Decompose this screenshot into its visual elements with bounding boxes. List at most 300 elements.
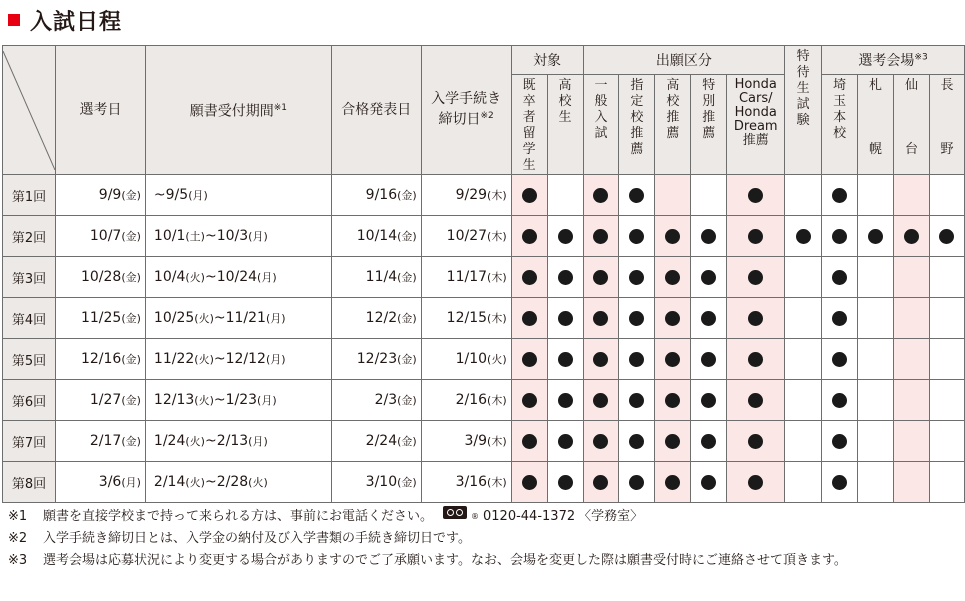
filled-circle-icon	[665, 311, 680, 326]
date-text: 1/27	[89, 392, 122, 408]
weekday: (金)	[397, 476, 417, 489]
weekday-text: 火	[189, 271, 201, 284]
result-date-cell	[331, 175, 421, 216]
weekday: (金)	[121, 353, 141, 366]
note-2	[8, 528, 847, 550]
weekday: (金)	[397, 353, 417, 366]
filled-circle-icon	[558, 434, 573, 449]
filled-circle-icon	[558, 311, 573, 326]
weekday-text: 火	[198, 353, 210, 366]
mark-cell-nagano	[929, 380, 964, 421]
note-key: ※1	[8, 509, 28, 524]
mark-cell-nagano	[929, 421, 964, 462]
filled-circle-icon	[558, 270, 573, 285]
mark-cell-highschool	[547, 216, 583, 257]
tel-number: 0120-44-1372	[483, 509, 576, 524]
col-general-label: 一 般 入 試	[594, 78, 608, 141]
weekday: (月)	[265, 353, 286, 366]
group-venue-ref: ※3	[914, 52, 928, 63]
table-row	[3, 462, 965, 503]
weekday: (火)	[194, 312, 214, 325]
date-text: 2/24	[365, 433, 398, 449]
schedule-rows	[3, 175, 965, 503]
date-text: 3/16	[455, 474, 488, 490]
filled-circle-icon	[522, 188, 537, 203]
result-date-cell	[331, 216, 421, 257]
mark-cell-nagano	[929, 462, 964, 503]
date-text: 2/16	[455, 392, 488, 408]
result-date-cell	[331, 380, 421, 421]
group-category: 出願区分	[583, 46, 785, 75]
mark-cell-nagano	[929, 216, 964, 257]
weekday: (木)	[487, 189, 507, 202]
mark-cell-special-recommend	[691, 216, 727, 257]
weekday-text: 金	[125, 312, 137, 325]
col-sendai	[894, 75, 930, 175]
mark-cell-graduate	[511, 298, 547, 339]
period-date: 1/24	[153, 433, 186, 449]
row-label: 第2回	[3, 216, 56, 257]
deadline-cell	[421, 339, 511, 380]
mark-cell-highschool	[547, 257, 583, 298]
mark-cell-honda	[727, 298, 785, 339]
weekday: (火)	[194, 353, 214, 366]
weekday: (火)	[248, 476, 268, 489]
weekday-text: 金	[125, 353, 137, 366]
filled-circle-icon	[701, 475, 716, 490]
result-date-cell	[331, 298, 421, 339]
filled-circle-icon	[593, 393, 608, 408]
weekday: (木)	[487, 394, 507, 407]
weekday: (金)	[397, 435, 417, 448]
weekday: (金)	[121, 394, 141, 407]
filled-circle-icon	[748, 434, 763, 449]
mark-cell-special-exam	[785, 298, 822, 339]
date-text: 9/29	[455, 187, 488, 203]
filled-circle-icon	[748, 270, 763, 285]
mark-cell-hs-recommend	[655, 175, 691, 216]
mark-cell-general	[583, 339, 619, 380]
col-special-exam-label: 特 待 生 試 験	[796, 49, 810, 128]
note-key: ※2	[8, 531, 28, 546]
exam-date-cell	[56, 462, 146, 503]
mark-cell-saitama	[822, 298, 858, 339]
weekday-text: 木	[491, 435, 503, 448]
period-date: ~10/24	[204, 269, 258, 285]
col-enrollment-deadline-line2-wrap	[422, 108, 511, 129]
group-venue-label: 選考会場	[858, 53, 915, 69]
col-enrollment-deadline-line2: 締切日	[438, 111, 481, 128]
weekday: (金)	[397, 394, 417, 407]
mark-cell-graduate	[511, 175, 547, 216]
notes	[8, 506, 847, 572]
filled-circle-icon	[748, 475, 763, 490]
mark-cell-designated	[619, 339, 655, 380]
mark-cell-honda	[727, 421, 785, 462]
date-text: 12/2	[365, 310, 398, 326]
period-date: 11/22	[153, 351, 195, 367]
weekday-text: 火	[252, 476, 264, 489]
weekday: (月)	[248, 435, 268, 448]
free-dial-icon	[443, 506, 467, 519]
weekday: (金)	[121, 312, 141, 325]
row-label: 第5回	[3, 339, 56, 380]
weekday-text: 木	[491, 312, 503, 325]
filled-circle-icon	[748, 311, 763, 326]
weekday: (月)	[248, 230, 268, 243]
weekday-text: 月	[252, 435, 264, 448]
filled-circle-icon	[629, 188, 644, 203]
mark-cell-honda	[727, 257, 785, 298]
filled-circle-icon	[748, 393, 763, 408]
weekday-text: 金	[125, 230, 137, 243]
weekday-text: 金	[125, 435, 137, 448]
application-period-cell	[145, 339, 331, 380]
date-text: 1/10	[455, 351, 488, 367]
mark-cell-sapporo	[858, 380, 894, 421]
weekday-text: 月	[261, 394, 273, 407]
filled-circle-icon	[558, 393, 573, 408]
weekday-text: 月	[125, 476, 137, 489]
col-honda-line1: Honda	[734, 77, 777, 92]
deadline-cell	[421, 462, 511, 503]
mark-cell-special-recommend	[691, 339, 727, 380]
col-honda-line2: Cars/	[738, 91, 773, 106]
weekday-text: 金	[401, 353, 413, 366]
col-special-exam	[785, 46, 822, 175]
mark-cell-sendai	[894, 462, 930, 503]
weekday: (月)	[257, 271, 277, 284]
col-special-recommend-label: 特 別 推 薦	[702, 78, 716, 141]
schedule-table	[2, 45, 965, 503]
date-text: 12/16	[80, 351, 122, 367]
period-date: 12/13	[153, 392, 195, 408]
mark-cell-graduate	[511, 421, 547, 462]
mark-cell-highschool	[547, 421, 583, 462]
col-honda-line5: 推薦	[742, 133, 769, 148]
filled-circle-icon	[832, 229, 847, 244]
weekday: (金)	[397, 230, 417, 243]
filled-circle-icon	[665, 475, 680, 490]
col-exam-date: 選考日	[56, 46, 146, 175]
deadline-cell	[421, 216, 511, 257]
mark-cell-graduate	[511, 339, 547, 380]
date-text: 10/28	[80, 269, 122, 285]
weekday: (火)	[185, 271, 205, 284]
mark-cell-special-exam	[785, 175, 822, 216]
period-date: 10/1	[153, 228, 186, 244]
period-date: ~12/12	[213, 351, 266, 367]
col-honda-line4: Dream	[733, 119, 778, 134]
mark-cell-nagano	[929, 339, 964, 380]
note-text: 願書を直接学校まで持って来られる方は、事前にお電話ください。	[43, 509, 434, 524]
filled-circle-icon	[832, 270, 847, 285]
note-1	[8, 506, 847, 528]
filled-circle-icon	[665, 229, 680, 244]
col-honda	[727, 75, 785, 175]
mark-cell-hs-recommend	[655, 380, 691, 421]
mark-cell-general	[583, 462, 619, 503]
application-period-cell	[145, 380, 331, 421]
weekday-text: 木	[491, 476, 503, 489]
note-text: 入学手続き締切日とは、入学金の納付及び入学書類の手続き締切日です。	[43, 531, 471, 546]
filled-circle-icon	[832, 434, 847, 449]
filled-circle-icon	[558, 475, 573, 490]
mark-cell-special-exam	[785, 380, 822, 421]
date-text: 2/17	[89, 433, 122, 449]
mark-cell-highschool	[547, 339, 583, 380]
filled-circle-icon	[629, 270, 644, 285]
filled-circle-icon	[522, 434, 537, 449]
date-text: 3/9	[464, 433, 488, 449]
red-square-icon	[8, 14, 20, 26]
weekday-text: 月	[261, 271, 273, 284]
date-text: 11/4	[365, 269, 398, 285]
mark-cell-honda	[727, 216, 785, 257]
weekday: (金)	[121, 271, 141, 284]
exam-date-cell	[56, 421, 146, 462]
date-text: 11/17	[446, 269, 488, 285]
col-saitama-label: 埼 玉 本 校	[833, 78, 847, 141]
weekday-text: 月	[192, 189, 204, 202]
weekday: (木)	[487, 312, 507, 325]
mark-cell-general	[583, 257, 619, 298]
mark-cell-graduate	[511, 380, 547, 421]
weekday-text: 木	[491, 189, 503, 202]
weekday: (土)	[185, 230, 205, 243]
date-text: 9/9	[98, 187, 122, 203]
mark-cell-general	[583, 175, 619, 216]
mark-cell-nagano	[929, 298, 964, 339]
filled-circle-icon	[522, 270, 537, 285]
mark-cell-sapporo	[858, 339, 894, 380]
mark-cell-sendai	[894, 380, 930, 421]
filled-circle-icon	[701, 393, 716, 408]
mark-cell-special-exam	[785, 257, 822, 298]
mark-cell-honda	[727, 339, 785, 380]
application-period-cell	[145, 462, 331, 503]
filled-circle-icon	[629, 393, 644, 408]
note-text: 選考会場は応募状況により変更する場合がありますのでご了承願います。なお、会場を変更した際は願書受付時にご連絡させて頂きます。	[43, 553, 847, 568]
filled-circle-icon	[701, 434, 716, 449]
weekday-text: 木	[491, 394, 503, 407]
weekday-text: 金	[401, 271, 413, 284]
mark-cell-sendai	[894, 175, 930, 216]
col-designated-label: 指 定 校 推 薦	[630, 78, 644, 157]
filled-circle-icon	[832, 393, 847, 408]
weekday-text: 木	[491, 230, 503, 243]
table-row	[3, 175, 965, 216]
mark-cell-hs-recommend	[655, 257, 691, 298]
mark-cell-special-recommend	[691, 380, 727, 421]
filled-circle-icon	[522, 393, 537, 408]
weekday: (火)	[185, 435, 205, 448]
mark-cell-hs-recommend	[655, 462, 691, 503]
weekday-text: 火	[189, 476, 201, 489]
weekday: (金)	[121, 230, 141, 243]
filled-circle-icon	[701, 311, 716, 326]
filled-circle-icon	[593, 352, 608, 367]
col-graduate-label: 既 卒 者 留 学 生	[522, 78, 536, 173]
weekday-text: 金	[125, 394, 137, 407]
period-date: 10/4	[153, 269, 186, 285]
mark-cell-graduate	[511, 462, 547, 503]
filled-circle-icon	[748, 229, 763, 244]
mark-cell-saitama	[822, 462, 858, 503]
weekday: (金)	[121, 435, 141, 448]
filled-circle-icon	[665, 393, 680, 408]
diagonal-line	[3, 51, 55, 170]
table-row	[3, 257, 965, 298]
filled-circle-icon	[593, 270, 608, 285]
table-row	[3, 216, 965, 257]
filled-circle-icon	[832, 311, 847, 326]
mark-cell-highschool	[547, 380, 583, 421]
page-header	[0, 0, 122, 40]
mark-cell-honda	[727, 380, 785, 421]
mark-cell-hs-recommend	[655, 421, 691, 462]
mark-cell-special-exam	[785, 421, 822, 462]
mark-cell-special-recommend	[691, 298, 727, 339]
mark-cell-special-exam	[785, 339, 822, 380]
weekday-text: 金	[401, 476, 413, 489]
exam-date-cell	[56, 175, 146, 216]
filled-circle-icon	[629, 475, 644, 490]
filled-circle-icon	[748, 352, 763, 367]
group-venue	[822, 46, 965, 75]
col-sendai-label: 仙 台	[904, 78, 918, 157]
mark-cell-special-recommend	[691, 257, 727, 298]
filled-circle-icon	[593, 434, 608, 449]
filled-circle-icon	[629, 352, 644, 367]
weekday: (月)	[121, 476, 141, 489]
period-date: ~2/28	[204, 474, 249, 490]
mark-cell-highschool	[547, 298, 583, 339]
filled-circle-icon	[629, 311, 644, 326]
filled-circle-icon	[701, 229, 716, 244]
date-text: 10/7	[89, 228, 122, 244]
mark-cell-special-exam	[785, 462, 822, 503]
page-title: 入試日程	[30, 9, 123, 35]
col-highschool	[547, 75, 583, 175]
weekday-text: 金	[125, 189, 137, 202]
weekday: (月)	[257, 394, 277, 407]
application-period-cell	[145, 175, 331, 216]
result-date-cell	[331, 462, 421, 503]
weekday: (火)	[487, 353, 507, 366]
table-row	[3, 298, 965, 339]
filled-circle-icon	[796, 229, 811, 244]
weekday-text: 金	[401, 312, 413, 325]
mark-cell-sapporo	[858, 216, 894, 257]
filled-circle-icon	[558, 352, 573, 367]
mark-cell-nagano	[929, 257, 964, 298]
row-label: 第7回	[3, 421, 56, 462]
weekday: (月)	[265, 312, 286, 325]
deadline-cell	[421, 380, 511, 421]
mark-cell-graduate	[511, 216, 547, 257]
weekday-text: 月	[270, 312, 282, 325]
result-date-cell	[331, 339, 421, 380]
application-period-cell	[145, 298, 331, 339]
mark-cell-saitama	[822, 216, 858, 257]
mark-cell-special-recommend	[691, 462, 727, 503]
mark-cell-special-exam	[785, 216, 822, 257]
weekday-text: 土	[189, 230, 201, 243]
weekday-text: 金	[401, 435, 413, 448]
weekday-text: 月	[270, 353, 282, 366]
mark-cell-designated	[619, 257, 655, 298]
period-date: ~11/21	[213, 310, 266, 326]
mark-cell-sendai	[894, 298, 930, 339]
mark-cell-hs-recommend	[655, 216, 691, 257]
col-application-period	[145, 46, 331, 175]
exam-date-cell	[56, 257, 146, 298]
weekday-text: 火	[491, 353, 503, 366]
filled-circle-icon	[522, 229, 537, 244]
filled-circle-icon	[522, 475, 537, 490]
deadline-cell	[421, 257, 511, 298]
weekday-text: 金	[401, 189, 413, 202]
filled-circle-icon	[748, 188, 763, 203]
col-graduate	[511, 75, 547, 175]
col-sapporo-label: 札 幌	[869, 78, 883, 157]
col-hs-recommend-label: 高 校 推 薦	[666, 78, 680, 141]
weekday-text: 火	[198, 312, 210, 325]
mark-cell-designated	[619, 462, 655, 503]
period-date: ~9/5	[153, 187, 189, 203]
filled-circle-icon	[629, 434, 644, 449]
weekday: (火)	[185, 476, 205, 489]
table-row	[3, 380, 965, 421]
period-date: 10/25	[153, 310, 195, 326]
filled-circle-icon	[593, 229, 608, 244]
col-application-period-label: 願書受付期間	[189, 103, 274, 120]
weekday: (木)	[487, 435, 507, 448]
weekday: (木)	[487, 230, 507, 243]
col-sapporo	[858, 75, 894, 175]
mark-cell-saitama	[822, 339, 858, 380]
row-label: 第8回	[3, 462, 56, 503]
filled-circle-icon	[832, 475, 847, 490]
tel-suffix: 〈学務室〉	[578, 509, 644, 524]
mark-cell-sapporo	[858, 421, 894, 462]
period-date: 2/14	[153, 474, 186, 490]
mark-cell-special-recommend	[691, 175, 727, 216]
deadline-cell	[421, 175, 511, 216]
date-text: 10/14	[356, 228, 398, 244]
col-enrollment-deadline	[421, 46, 511, 175]
filled-circle-icon	[593, 311, 608, 326]
weekday-text: 火	[189, 435, 201, 448]
date-text: 3/10	[365, 474, 398, 490]
mark-cell-general	[583, 380, 619, 421]
filled-circle-icon	[522, 352, 537, 367]
exam-date-cell	[56, 380, 146, 421]
mark-cell-sendai	[894, 339, 930, 380]
weekday: (木)	[487, 271, 507, 284]
date-text: 11/25	[80, 310, 122, 326]
filled-circle-icon	[558, 229, 573, 244]
mark-cell-special-recommend	[691, 421, 727, 462]
mark-cell-highschool	[547, 175, 583, 216]
filled-circle-icon	[629, 229, 644, 244]
application-period-cell	[145, 257, 331, 298]
filled-circle-icon	[939, 229, 954, 244]
filled-circle-icon	[701, 270, 716, 285]
mark-cell-graduate	[511, 257, 547, 298]
row-label: 第4回	[3, 298, 56, 339]
